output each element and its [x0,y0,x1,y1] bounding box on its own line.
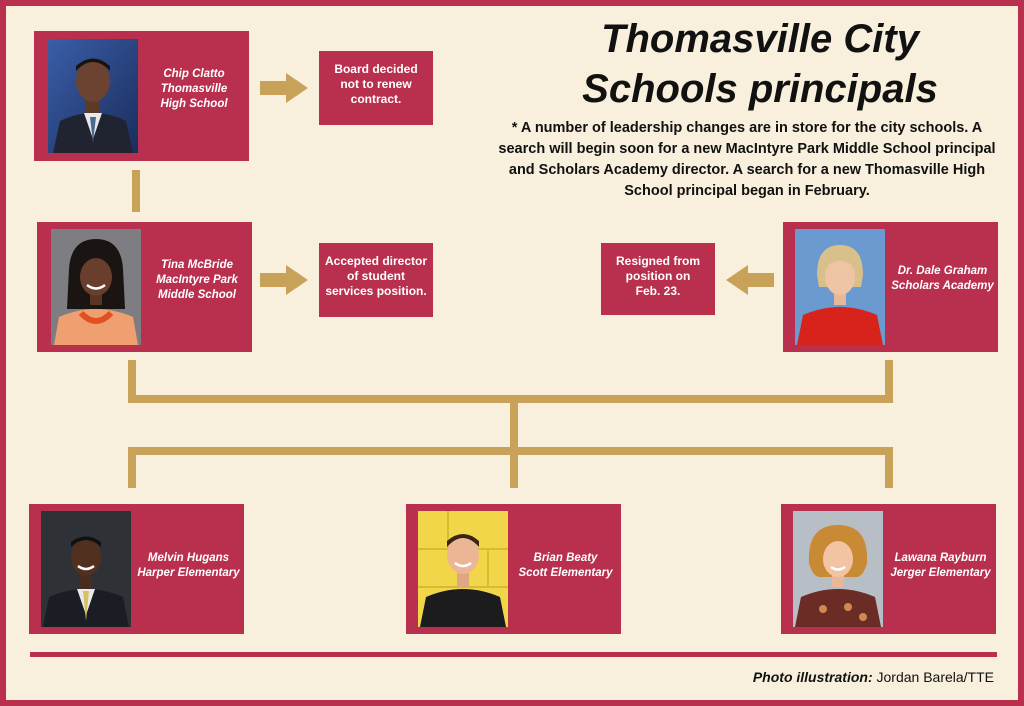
connector-center-vertical [510,395,518,488]
person-name: Tina McBride [161,259,233,271]
connector-hugans-up [128,447,136,488]
label-melvin-hugans [133,551,244,581]
intro-note: * A number of leadership changes are in store for the city schools. A search will begin soon for a new MacIntyre Park Middle School principal and Scholars Academy director. A search for a new Thomasville High School principal began in February. [498,120,996,199]
photo-brian-beaty [418,511,508,627]
card-dale-graham [783,222,998,352]
status-line: contract. [350,92,402,106]
status-line: services position. [325,284,427,298]
photo-dale-graham [795,229,885,345]
status-mcbride [319,243,433,317]
photo-lawana-rayburn [793,511,883,627]
person-name: Brian Beaty [533,552,598,564]
connector-rayburn-up [885,447,893,488]
credit-label: Photo illustration: [752,669,873,685]
card-tina-mcbride [37,222,252,352]
status-line: Resigned from [615,254,700,268]
person-school: Jerger Elementary [890,567,991,579]
credit-name: Jordan Barela/TTE [876,669,994,685]
person-name: Lawana Rayburn [894,552,987,564]
person-name: Chip Clatto [163,68,225,80]
card-lawana-rayburn [781,504,996,634]
arrow-left-icon [726,265,774,295]
person-school: Scholars Academy [891,280,994,292]
person-school: MacIntyre Park [156,274,238,286]
label-chip-clatto [142,67,246,112]
card-brian-beaty [406,504,621,634]
arrow-right-icon [260,73,308,103]
photo-melvin-hugans [41,511,131,627]
page-title [560,14,960,114]
person-school: Scott Elementary [518,567,613,579]
person-school: Harper Elementary [137,567,240,579]
status-line: not to renew [340,77,412,91]
status-line: of student [347,269,405,283]
photo-tina-mcbride [51,229,141,345]
card-melvin-hugans [29,504,244,634]
arrow-right-icon [260,265,308,295]
status-graham [601,243,715,315]
label-brian-beaty [510,551,621,581]
card-chip-clatto [34,31,249,161]
connector-clatto-mcbride [132,170,140,212]
status-line: position on [625,269,691,283]
footer-rule [30,652,997,657]
connector-lower-horizontal [128,447,893,455]
photo-chip-clatto [48,39,138,153]
label-tina-mcbride [145,258,249,303]
person-school: Thomasville [160,83,228,95]
person-school: Middle School [158,289,236,301]
person-name: Melvin Hugans [147,552,230,564]
label-dale-graham [887,264,998,294]
person-name: Dr. Dale Graham [897,265,988,277]
status-line: Accepted director [324,254,428,268]
person-school: High School [160,98,228,110]
status-line: Board decided [334,62,418,76]
status-clatto [319,51,433,125]
status-line: Feb. 23. [635,284,681,298]
photo-credit [753,669,994,685]
title-line-1: Thomasville City [601,17,919,61]
title-line-2: Schools principals [582,67,938,111]
label-lawana-rayburn [885,551,996,581]
